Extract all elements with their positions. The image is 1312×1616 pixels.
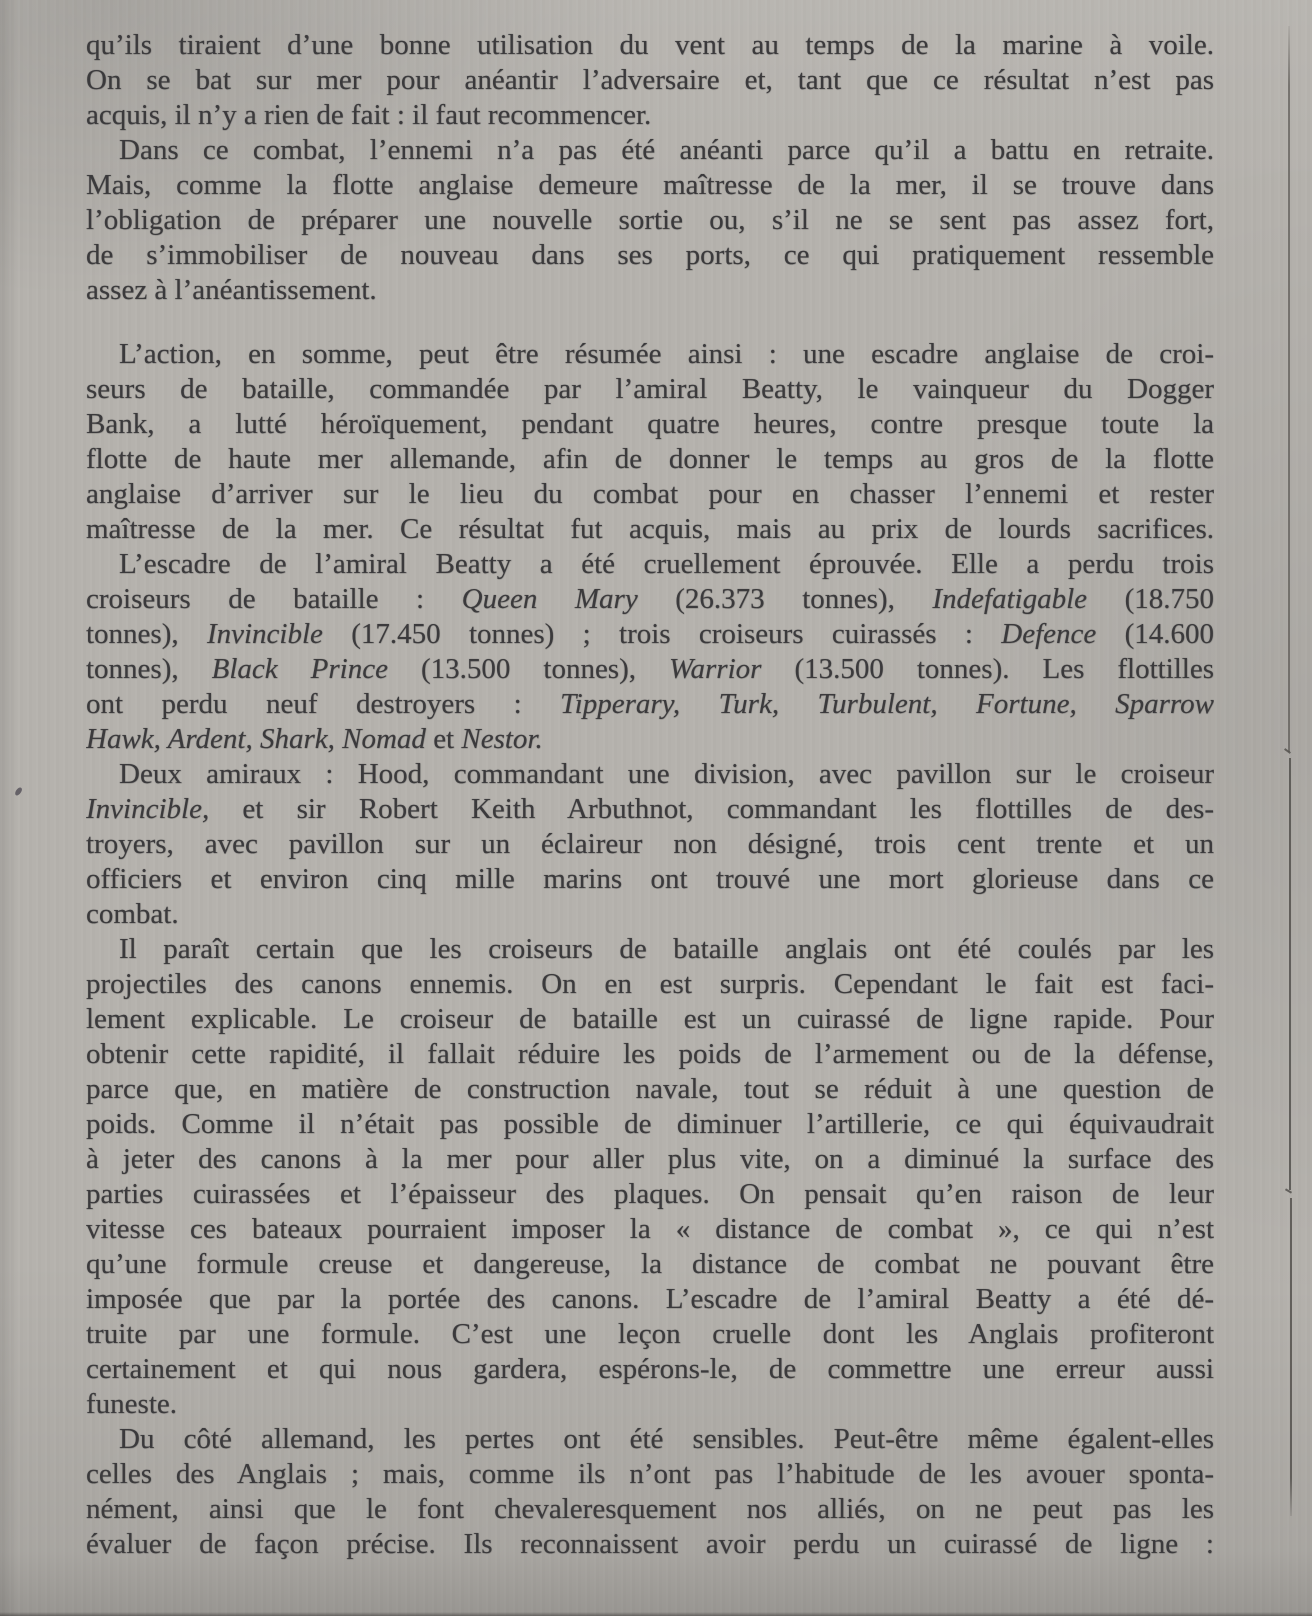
text-line (86, 63, 1214, 98)
text-line (86, 932, 1214, 967)
text-segment: seurs de bataille, commandée par l’amiral Beatty, le vainqueur du Dogger (86, 373, 1214, 405)
text-line (86, 372, 1214, 407)
text-line (86, 477, 1214, 512)
text-segment: tonnes), (86, 653, 212, 685)
ship-name-italic: Invincible, (86, 793, 210, 825)
text-line (86, 1247, 1214, 1282)
ship-name-italic: Nestor. (461, 723, 543, 755)
text-line (86, 1282, 1214, 1317)
text-segment: à jeter des canons à la mer pour aller plus vite, on a diminué la surface des (86, 1143, 1214, 1175)
text-segment: (13.500 tonnes). Les flottilles (761, 653, 1214, 685)
text-line (86, 442, 1214, 477)
text-segment: funeste. (86, 1388, 177, 1420)
text-segment: qu’une formule creuse et dangereuse, la distance de combat ne pouvant être (86, 1248, 1214, 1280)
text-line (86, 652, 1214, 687)
text-segment: l’obligation de préparer une nouvelle sortie ou, s’il ne se sent pas assez fort, (86, 204, 1214, 236)
text-segment: Du côté allemand, les pertes ont été sensibles. Peut-être même égalent-elles (119, 1423, 1214, 1455)
text-segment: parce que, en matière de construction navale, tout se réduit à une question de (86, 1073, 1214, 1105)
paragraph (86, 757, 1214, 932)
text-segment: poids. Comme il n’était pas possible de diminuer l’artillerie, ce qui équivaudrait (86, 1108, 1214, 1140)
text-segment: truite par une formule. C’est une leçon cruelle dont les Anglais profiteront (86, 1318, 1214, 1350)
text-line (86, 967, 1214, 1002)
ship-name-italic: Warrior (669, 653, 762, 685)
text-segment: On se bat sur mer pour anéantir l’adversaire et, tant que ce résultat n’est pas (86, 64, 1214, 96)
text-segment: L’escadre de l’amiral Beatty a été cruellement éprouvée. Elle a perdu trois (119, 548, 1214, 580)
ink-speck (14, 786, 23, 796)
text-segment: qu’ils tiraient d’une bonne utilisation du vent au temps de la marine à voile. (86, 29, 1214, 61)
text-segment: vitesse ces bateaux pourraient imposer la « distance de combat », ce qui n’est (86, 1213, 1214, 1245)
text-line (86, 617, 1214, 652)
text-segment: Deux amiraux : Hood, commandant une division, avec pavillon sur le croiseur (119, 758, 1214, 790)
text-line (86, 203, 1214, 238)
text-segment: (26.373 tonnes), (637, 583, 933, 615)
text-segment: troyers, avec pavillon sur un éclaireur non désigné, trois cent trente et un (86, 828, 1214, 860)
page-crease-line-bottom (1290, 1198, 1292, 1516)
text-line (86, 98, 1214, 133)
page-text-block (86, 28, 1214, 1562)
text-line (86, 273, 1214, 308)
text-line (86, 722, 1214, 757)
text-segment: ont perdu neuf destroyers : (86, 688, 561, 720)
text-line (86, 792, 1214, 827)
ship-name-italic: Indefatigable (932, 583, 1088, 615)
text-line (86, 897, 1214, 932)
text-line (86, 1492, 1214, 1527)
text-line (86, 757, 1214, 792)
text-segment: anglaise d’arriver sur le lieu du combat pour en chasser l’ennemi et rester (86, 478, 1214, 510)
text-line (86, 1352, 1214, 1387)
ship-name-italic: Invincible (206, 618, 323, 650)
text-segment: projectiles des canons ennemis. On en est surpris. Cependant le fait est faci- (86, 968, 1214, 1000)
text-line (86, 28, 1214, 63)
text-segment: obtenir cette rapidité, il fallait réduire les poids de l’armement ou de la défense, (86, 1038, 1214, 1070)
text-segment: parties cuirassées et l’épaisseur des plaques. On pensait qu’en raison de leur (86, 1178, 1214, 1210)
text-segment: acquis, il n’y a rien de fait : il faut recommencer. (86, 99, 652, 131)
text-line (86, 1142, 1214, 1177)
text-line (86, 1457, 1214, 1492)
text-line (86, 1107, 1214, 1142)
page-crease-line-top (1288, 26, 1290, 752)
text-line (86, 1317, 1214, 1352)
text-line (86, 512, 1214, 547)
text-line (86, 687, 1214, 722)
text-segment: Bank, a lutté héroïquement, pendant quatre heures, contre presque toute la (86, 408, 1214, 440)
paragraph (86, 932, 1214, 1422)
text-segment: évaluer de façon précise. Ils reconnaissent avoir perdu un cuirassé de ligne : (86, 1528, 1214, 1560)
text-segment: Il paraît certain que les croiseurs de bataille anglais ont été coulés par les (119, 933, 1214, 965)
ship-name-italic: Defence (1001, 618, 1097, 650)
text-segment: (13.500 tonnes), (387, 653, 670, 685)
text-line (86, 238, 1214, 273)
text-line (86, 862, 1214, 897)
text-segment: nément, ainsi que le font chevaleresquement nos alliés, on ne peut pas les (86, 1493, 1214, 1525)
text-segment: maîtresse de la mer. Ce résultat fut acquis, mais au prix de lourds sacrifices. (86, 513, 1214, 545)
text-line (86, 1527, 1214, 1562)
ship-name-italic: Hawk, Ardent, Shark, Nomad (86, 723, 426, 755)
text-line (86, 1037, 1214, 1072)
text-segment: imposée que par la portée des canons. L’escadre de l’amiral Beatty a été dé- (86, 1283, 1214, 1315)
text-line (86, 1387, 1214, 1422)
page-bottom-shadow (0, 1612, 1312, 1616)
text-line (86, 407, 1214, 442)
text-segment: et (425, 723, 462, 755)
text-segment: croiseurs de bataille : (86, 583, 462, 615)
text-line (86, 133, 1214, 168)
text-segment: (14.600 (1096, 618, 1214, 650)
text-line (86, 1212, 1214, 1247)
ship-name-italic: Tipperary, Turk, Turbulent, Fortune, Sparrow (560, 688, 1214, 720)
text-segment: combat. (86, 898, 179, 930)
text-segment: assez à l’anéantissement. (86, 274, 377, 306)
text-segment: lement explicable. Le croiseur de bataille est un cuirassé de ligne rapide. Pour (86, 1003, 1214, 1035)
text-segment: celles des Anglais ; mais, comme ils n’ont pas l’habitude de les avouer sponta- (86, 1458, 1214, 1490)
text-line (86, 337, 1214, 372)
text-segment: Dans ce combat, l’ennemi n’a pas été anéanti parce qu’il a battu en retraite. (119, 134, 1214, 166)
text-line (86, 1422, 1214, 1457)
ship-name-italic: Queen Mary (461, 583, 638, 615)
text-segment: et sir Robert Keith Arbuthnot, commandant les flottilles de des- (209, 793, 1214, 825)
text-segment: certainement et qui nous gardera, espérons-le, de commettre une erreur aussi (86, 1353, 1214, 1385)
text-segment: L’action, en somme, peut être résumée ainsi : une escadre anglaise de croi- (119, 338, 1214, 370)
text-segment: tonnes), (86, 618, 207, 650)
text-segment: officiers et environ cinq mille marins ont trouvé une mort glorieuse dans ce (86, 863, 1214, 895)
text-line (86, 168, 1214, 203)
text-line (86, 1177, 1214, 1212)
text-line (86, 1002, 1214, 1037)
text-line (86, 827, 1214, 862)
paragraph (86, 28, 1214, 133)
paragraph (86, 337, 1214, 547)
text-line (86, 547, 1214, 582)
text-segment: Mais, comme la flotte anglaise demeure maîtresse de la mer, il se trouve dans (86, 169, 1214, 201)
page-crease-line-middle (1289, 758, 1291, 1190)
text-line (86, 582, 1214, 617)
text-segment: flotte de haute mer allemande, afin de donner le temps au gros de la flotte (86, 443, 1214, 475)
text-segment: (18.750 (1087, 583, 1214, 615)
text-line (86, 1072, 1214, 1107)
paragraph (86, 547, 1214, 757)
text-segment: (17.450 tonnes) ; trois croiseurs cuirassés : (322, 618, 1002, 650)
paragraph (86, 1422, 1214, 1562)
paragraph (86, 133, 1214, 308)
text-segment: de s’immobiliser de nouveau dans ses ports, ce qui pratiquement ressemble (86, 239, 1214, 271)
ship-name-italic: Black Prince (211, 653, 388, 685)
